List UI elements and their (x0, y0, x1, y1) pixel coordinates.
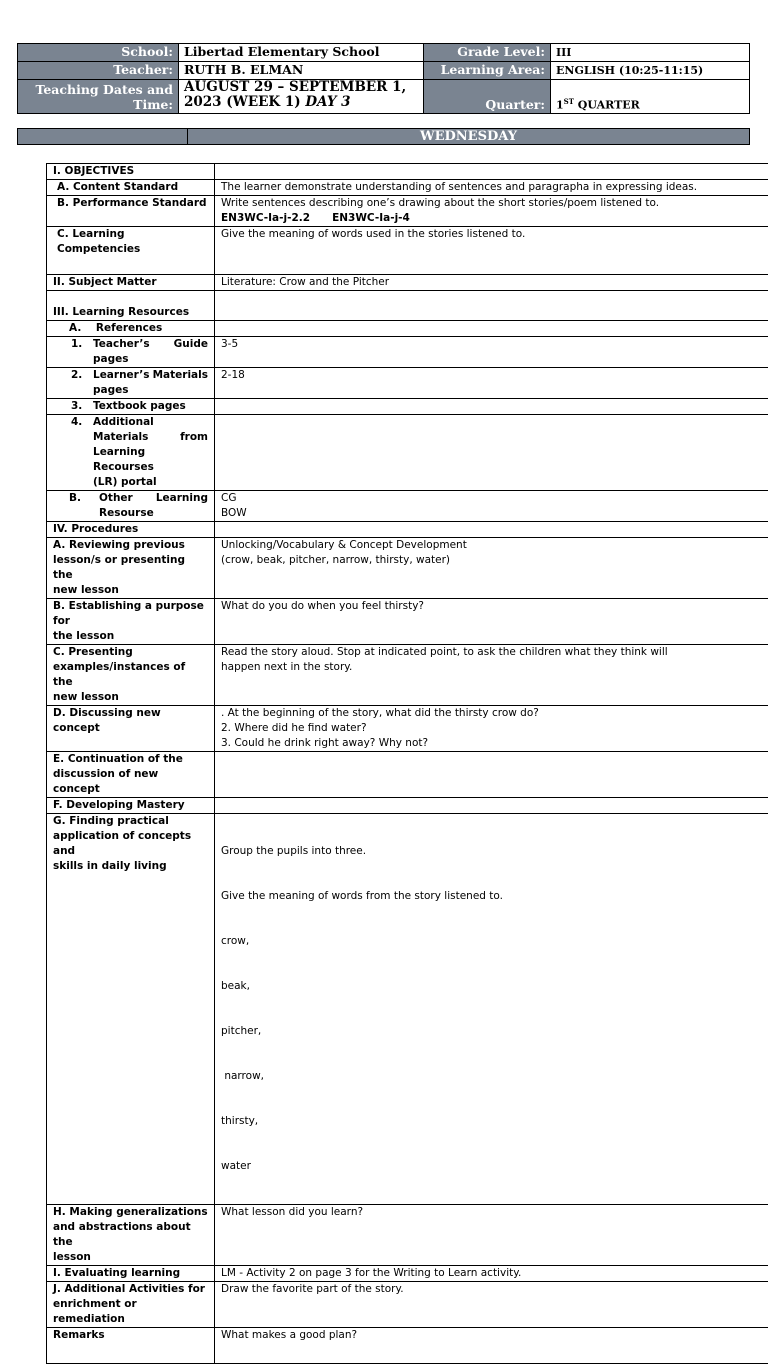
g-line: crow, (221, 934, 762, 949)
other-label-c: Resourse (99, 506, 208, 521)
c-label-3: new lesson (53, 690, 208, 705)
header-table (17, 43, 750, 114)
evaluating-label: I. Evaluating learning (47, 1266, 215, 1282)
day-title: WEDNESDAY (188, 129, 750, 145)
grade-value: III (551, 44, 750, 62)
g-label-2: application of concepts and (53, 829, 208, 859)
am-label-2b: from (180, 430, 208, 445)
purpose-label (47, 599, 215, 645)
content-standard-label: A. Content Standard (47, 180, 215, 196)
other-1: CG (221, 491, 762, 506)
tb-num: 3. (47, 399, 93, 414)
quarter-sup: ST (564, 97, 574, 106)
content-standard: The learner demonstrate understanding of sentences and paragrapha in expressing ideas. (215, 180, 768, 196)
c-label-2: examples/instances of the (53, 660, 208, 690)
additional-materials-label (47, 415, 215, 491)
other-num: B. (63, 491, 93, 521)
quarter-text: QUARTER (578, 99, 640, 112)
performance-text: Write sentences describing one’s drawing about the short stories/poem listened to. (221, 196, 762, 211)
quarter-num: 1 (556, 99, 564, 112)
dates-line1: AUGUST 29 – SEPTEMBER 1, (184, 80, 418, 95)
evaluating: LM - Activity 2 on page 3 for the Writing to Learn activity. (215, 1266, 768, 1282)
lm-label-a: Learner’s (93, 368, 150, 383)
competencies-label: C. Learning Competencies (47, 227, 215, 275)
c-label-1: C. Presenting (53, 645, 208, 660)
d-1: . At the beginning of the story, what did the thirsty crow do? (221, 706, 762, 721)
a-label-1: A. Reviewing previous (53, 538, 208, 553)
lm-num: 2. (47, 368, 93, 398)
g-line: Group the pupils into three. (221, 844, 762, 859)
generalizations: What lesson did you learn? (215, 1205, 768, 1266)
other-label-b: Learning (156, 491, 208, 506)
tg-label-b: Guide (174, 337, 208, 352)
g-line: water (221, 1159, 762, 1174)
references-label: A. References (47, 321, 215, 337)
reviewing-label (47, 538, 215, 599)
additional-activities-label (47, 1282, 215, 1328)
dates-label-line1: Teaching Dates and (23, 82, 173, 97)
subject-matter: Literature: Crow and the Pitcher (215, 275, 768, 291)
mastery-label: F. Developing Mastery (47, 798, 215, 814)
resources-label-text: III. Learning Resources (53, 306, 189, 318)
dates-label-line2: Time: (23, 97, 173, 112)
code-1: EN3WC-Ia-j-2.2 (221, 212, 310, 224)
g-line: beak, (221, 979, 762, 994)
tg-label (47, 337, 215, 368)
presenting-label (47, 645, 215, 706)
g-line: thirsty, (221, 1114, 762, 1129)
remarks-label: Remarks (47, 1328, 215, 1364)
quarter-label (424, 80, 551, 114)
reviewing (215, 538, 768, 599)
a-2: (crow, beak, pitcher, narrow, thirsty, water) (221, 553, 762, 568)
discussing (215, 706, 768, 752)
e-label-1: E. Continuation of the (53, 752, 208, 767)
teacher-label: Teacher: (18, 62, 179, 80)
am-label-4: (LR) portal (93, 475, 208, 490)
performance-standard-label: B. Performance Standard (47, 196, 215, 227)
other-resources-label (47, 491, 215, 522)
other-resources (215, 491, 768, 522)
quarter-value (551, 80, 750, 114)
tg-num: 1. (47, 337, 93, 367)
dates-label (18, 80, 179, 114)
area-value: ENGLISH (10:25-11:15) (551, 62, 750, 80)
dates-line2: 2023 (WEEK 1) (184, 94, 301, 110)
performance-standard (215, 196, 768, 227)
c-2: happen next in the story. (221, 660, 762, 675)
school-value: Libertad Elementary School (179, 44, 424, 62)
j-label-2: enrichment or remediation (53, 1297, 208, 1327)
g-label-3: skills in daily living (53, 859, 208, 874)
quarter-label-text: Quarter: (485, 97, 545, 112)
generalizations-label (47, 1205, 215, 1266)
remarks: What makes a good plan? (215, 1328, 768, 1364)
lesson-plan-table (46, 163, 768, 1364)
tg-label-a: Teacher’s (93, 337, 150, 352)
school-label: School: (18, 44, 179, 62)
b-label-1: B. Establishing a purpose for (53, 599, 208, 629)
purpose: What do you do when you feel thirsty? (215, 599, 768, 645)
a-1: Unlocking/Vocabulary & Concept Development (221, 538, 762, 553)
application (215, 814, 768, 1205)
lm-label (47, 368, 215, 399)
day-banner-left (18, 129, 188, 145)
competencies: Give the meaning of words used in the stories listened to. (215, 227, 768, 275)
additional-activities: Draw the favorite part of the story. (215, 1282, 768, 1328)
dates-value (179, 80, 424, 114)
h-label-1: H. Making generalizations (53, 1205, 208, 1220)
resources-label (47, 291, 215, 321)
lm-label-c: pages (93, 383, 208, 398)
g-label-1: G. Finding practical (53, 814, 208, 829)
teacher-value: RUTH B. ELMAN (179, 62, 424, 80)
continuation-label (47, 752, 215, 798)
h-label-2: and abstractions about the (53, 1220, 208, 1250)
other-2: BOW (221, 506, 762, 521)
e-label-2: discussion of new concept (53, 767, 208, 797)
grade-label: Grade Level: (424, 44, 551, 62)
am-num: 4. (47, 415, 93, 490)
tb-label (47, 399, 215, 415)
b-label-2: the lesson (53, 629, 208, 644)
a-label-3: new lesson (53, 583, 208, 598)
code-2: EN3WC-Ia-j-4 (332, 212, 410, 224)
other-label-a: Other (99, 491, 133, 506)
lm-label-b: Materials (153, 368, 208, 383)
a-label-2: lesson/s or presenting the (53, 553, 208, 583)
c-1: Read the story aloud. Stop at indicated point, to ask the children what they think will (221, 645, 762, 660)
am-label-3: Learning Recourses (93, 445, 208, 475)
h-label-3: lesson (53, 1250, 208, 1265)
j-label-1: J. Additional Activities for (53, 1282, 208, 1297)
g-line: Give the meaning of words from the story listened to. (221, 889, 762, 904)
application-label (47, 814, 215, 1205)
tg-pages: 3-5 (215, 337, 768, 368)
procedures-heading: IV. Procedures (47, 522, 215, 538)
d-3: 3. Could he drink right away? Why not? (221, 736, 762, 751)
lm-pages: 2-18 (215, 368, 768, 399)
am-label-2a: Materials (93, 430, 148, 445)
subject-matter-label: II. Subject Matter (47, 275, 215, 291)
day-tag: DAY 3 (305, 94, 350, 110)
g-line: narrow, (221, 1069, 762, 1084)
d-2: 2. Where did he find water? (221, 721, 762, 736)
presenting (215, 645, 768, 706)
am-label-1: Additional (93, 415, 208, 430)
tg-label-c: pages (93, 352, 208, 367)
area-label: Learning Area: (424, 62, 551, 80)
objectives-heading: I. OBJECTIVES (47, 164, 215, 180)
g-line: pitcher, (221, 1024, 762, 1039)
discussing-label: D. Discussing new concept (47, 706, 215, 752)
tb-label-text: Textbook pages (93, 399, 208, 414)
day-banner (17, 128, 750, 145)
